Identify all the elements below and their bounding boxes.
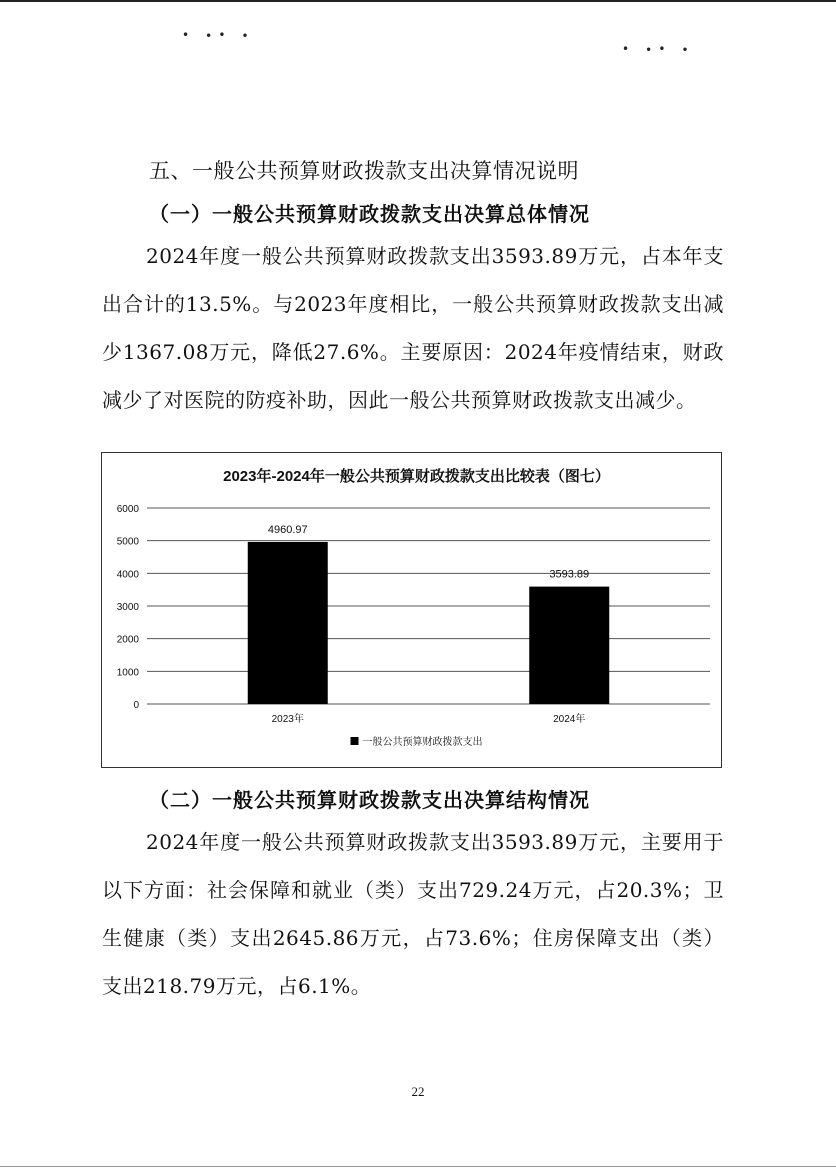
legend-swatch	[351, 737, 359, 745]
y-tick-label: 4000	[116, 569, 139, 581]
y-tick-label: 3000	[116, 602, 139, 613]
legend-label: 一般公共预算财政拨款支出	[362, 737, 483, 748]
bar-1	[248, 542, 328, 704]
y-tick-label: 6000	[116, 504, 139, 515]
page-top-border	[0, 0, 836, 2]
scan-artifact-mark: • ∙• ∙	[622, 42, 695, 56]
subsection-title-overall: （一）一般公共预算财政拨款支出决算总体情况	[149, 202, 590, 226]
y-tick-label: 1000	[116, 667, 139, 679]
section-title: 五、一般公共预算财政拨款支出决算情况说明	[149, 159, 579, 183]
data-label: 4960.97	[267, 523, 308, 536]
page-bottom-rule	[0, 1166, 836, 1167]
y-tick-label: 0	[133, 700, 139, 711]
data-label: 3593.89	[549, 568, 590, 581]
chart-title: 2023年-2024年一般公共预算财政拨款支出比较表（图七）	[223, 468, 610, 485]
chart-canvas	[102, 453, 720, 766]
y-tick-label: 5000	[116, 536, 139, 548]
paragraph-structure: 2024年度一般公共预算财政拨款支出3593.89万元，主要用于以下方面：社会保障和就业（类）支出729.24万元，占20.3%；卫生健康（类）支出2645.86万元，占73.6%；住房保障支出（类）支出218.79万元，占6.1%。	[102, 830, 724, 998]
x-tick-label: 2024年	[553, 714, 586, 725]
bar-chart	[101, 452, 722, 768]
scan-artifact-mark: • ∙• ∙	[182, 28, 255, 42]
x-tick-label: 2023年	[271, 714, 304, 725]
subsection-title-structure: （二）一般公共预算财政拨款支出决算结构情况	[149, 788, 590, 812]
paragraph-overall: 2024年度一般公共预算财政拨款支出3593.89万元，占本年支出合计的13.5%。与2023年度相比，一般公共预算财政拨款支出减少1367.08万元，降低27.6%。主要原因：2024年疫情结束，财政减少了对医院的防疫补助，因此一般公共预算财政拨款支出减少。	[102, 244, 724, 412]
page-number: 22	[411, 1084, 425, 1099]
y-tick-label: 2000	[116, 634, 139, 646]
bar-2	[529, 587, 609, 704]
